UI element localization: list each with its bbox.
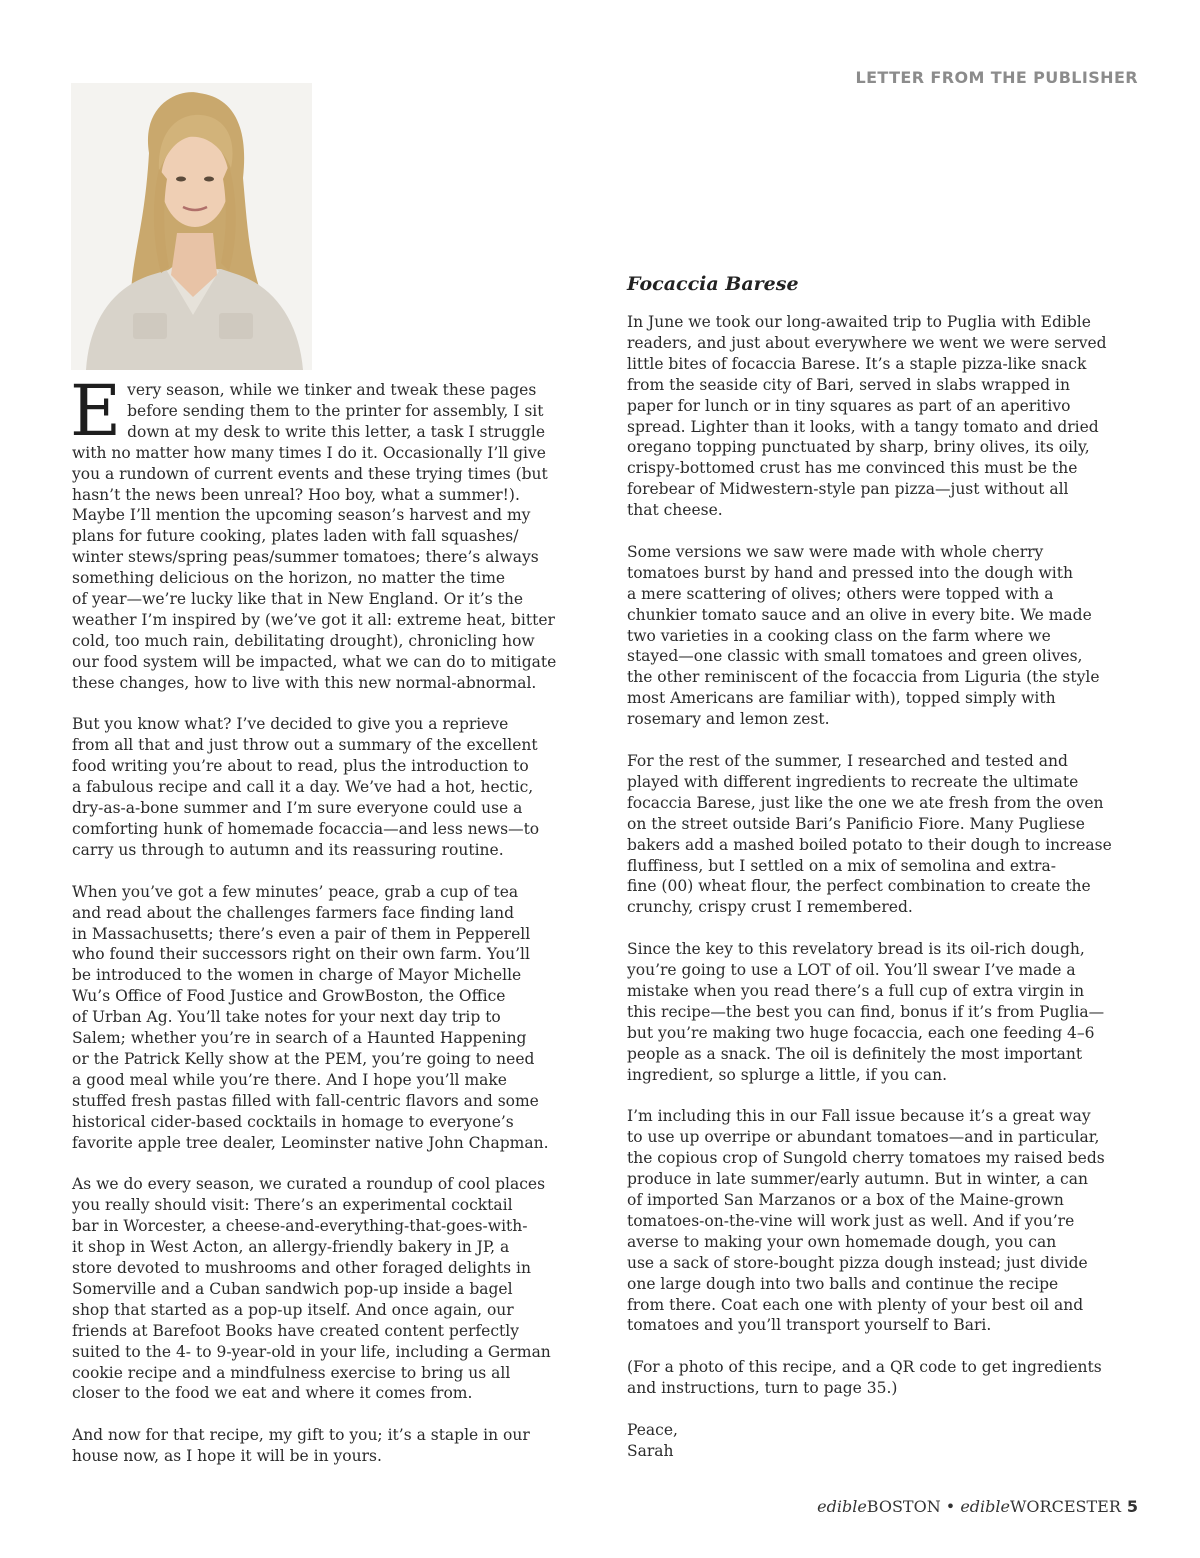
signature: Sarah	[627, 1441, 674, 1460]
recipe-paragraph: I’m including this in our Fall issue because it’s a great way to use up overripe or abundant tomatoes—and in particular, the copious crop of Sungold cherry tomatoes my raised beds produce in late summer/early autumn. But in winter, a can of imported San Marzanos or a box of the Maine-grown tomatoes-on-the-vine will work just as well. And if you’re averse to making your own homemade dough, you can use a sack of store-bought pizza dough instead; just divide one large dough into two balls and continue the recipe from there. Coat each one with plenty of your best oil and tomatoes and you’ll transport yourself to Bari.	[627, 1107, 1105, 1335]
signoff	[627, 1420, 1139, 1462]
recipe-paragraph: Since the key to this revelatory bread is its oil-rich dough, you’re going to use a LOT of oil. You’ll swear I’ve made a mistake when you read there’s a full cup of extra virgin in this recipe—the best you can find, bonus if it’s from Puglia— but you’re making two huge focaccia, each one feeding 4–6 people as a snack. The oil is definitely the most important ingredient, so splurge a little, if you can.	[627, 940, 1105, 1084]
recipe-paragraph: For the rest of the summer, I researched and tested and played with different ingredients to recreate the ultimate focaccia Barese, just like the one we ate fresh from the oven on the street outside Bari’s Panificio Fiore. Many Pugliese bakers add a mashed boiled potato to their dough to increase fluffiness, but I settled on a mix of semolina and extra- fine (00) wheat flour, the perfect combination to create the crunchy, crispy crust I remembered.	[627, 752, 1112, 917]
brand-name: WORCESTER	[1009, 1497, 1121, 1516]
letter-paragraph: As we do every season, we curated a roundup of cool places you really should visit: There’s an experimental cocktail bar in Worcester, a cheese-and-everything-that-goes-with- it shop in West Acton, an allergy-friendly bakery in JP, a store devoted to mushrooms and other foraged delights in Somerville and a Cuban sandwich pop-up inside a bagel shop that started as a pop-up itself. And once again, our friends at Barefoot Books have created content perfectly suited to the 4- to 9-year-old in your life, including a German cookie recipe and a mindfulness exercise to bring us all closer to the food we eat and where it comes from.	[72, 1175, 551, 1403]
letter-paragraph: But you know what? I’ve decided to give you a reprieve from all that and just throw out a summary of the excellent food writing you’re about to read, plus the introduction to a fabulous recipe and call it a day. We’ve had a hot, hectic, dry-as-a-bone summer and I’m sure everyone could use a comforting hunk of homemade focaccia—and less news—to carry us through to autumn and its reassuring routine.	[72, 715, 540, 859]
intro-paragraph	[70, 370, 587, 694]
intro-paragraph-text: very season, while we tinker and tweak these pages before sending them to the printer for assembly, I sit down at my desk to write this letter, a task I struggle with no matter how many times I do it. Occasionally I’ll give you a rundown of current events and these trying times (but hasn’t the news been unreal? Hoo boy, what a summer!). Maybe I’ll mention the upcoming season’s harvest and my plans for future cooking, plates laden with fall squashes/ winter stews/spring peas/summer tomatoes; there’s always something delicious on the horizon, no matter the time of year—we’re lucky like that in New England. Or it’s the weather I’m inspired by (we’ve got it all: extreme heat, bitter cold, too much rain, debilitating drought), chronicling how our food system will be impacted, what we can do to mitigate these changes, how to live with this new normal-abnormal.	[72, 381, 557, 692]
recipe-paragraph: (For a photo of this recipe, and a QR code to get ingredients and instructions, turn to page 35.)	[627, 1358, 1102, 1398]
brand-separator: •	[940, 1497, 961, 1516]
page-number: 5	[1126, 1497, 1138, 1516]
section-label: LETTER FROM THE PUBLISHER	[855, 68, 1138, 87]
signoff-line: Peace,	[627, 1420, 678, 1439]
recipe-paragraph: Some versions we saw were made with whole cherry tomatoes burst by hand and pressed into the dough with a mere scattering of olives; others were topped with a chunkier tomato sauce and an olive in every bite. We made two varieties in a cooking class on the farm where we stayed—one classic with small tomatoes and green olives, the other reminiscent of the focaccia from Liguria (the style most Americans are familiar with), topped simply with rosemary and lemon zest.	[627, 542, 1100, 729]
publisher-portrait	[71, 83, 312, 370]
letter-column	[70, 370, 587, 1488]
brand-name: BOSTON	[866, 1497, 941, 1516]
page-footer	[817, 1497, 1138, 1516]
letter-paragraph: And now for that recipe, my gift to you; it’s a staple in our house now, as I hope it will be in yours.	[72, 1426, 530, 1466]
brand-prefix: edible	[817, 1497, 867, 1516]
recipe-column	[627, 270, 1139, 1462]
letter-paragraph: When you’ve got a few minutes’ peace, grab a cup of tea and read about the challenges farmers face finding land in Massachusetts; there’s even a pair of them in Pepperell who found their successors right on their own farm. You’ll be introduced to the women in charge of Mayor Michelle Wu’s Office of Food Justice and GrowBoston, the Office of Urban Ag. You’ll take notes for your next day trip to Salem; whether you’re in search of a Haunted Happening or the Patrick Kelly show at the PEM, you’re going to need a good meal while you’re there. And I hope you’ll make stuffed fresh pastas filled with fall-centric flavors and some historical cider-based cocktails in homage to everyone’s favorite apple tree dealer, Leominster native John Chapman.	[72, 882, 549, 1152]
drop-cap: E	[70, 370, 122, 452]
recipe-paragraph: In June we took our long-awaited trip to Puglia with Edible readers, and just about everywhere we went we were served little bites of focaccia Barese. It’s a staple pizza-like snack from the seaside city of Bari, served in slabs wrapped in paper for lunch or in tiny squares as part of an aperitivo spread. Lighter than it looks, with a tangy tomato and dried oregano topping punctuated by sharp, briny olives, its oily, crispy-bottomed crust has me convinced this must be the forebear of Midwestern-style pan pizza—just without all that cheese.	[627, 313, 1107, 520]
brand-prefix: edible	[960, 1497, 1010, 1516]
recipe-title: Focaccia Barese	[627, 273, 799, 295]
